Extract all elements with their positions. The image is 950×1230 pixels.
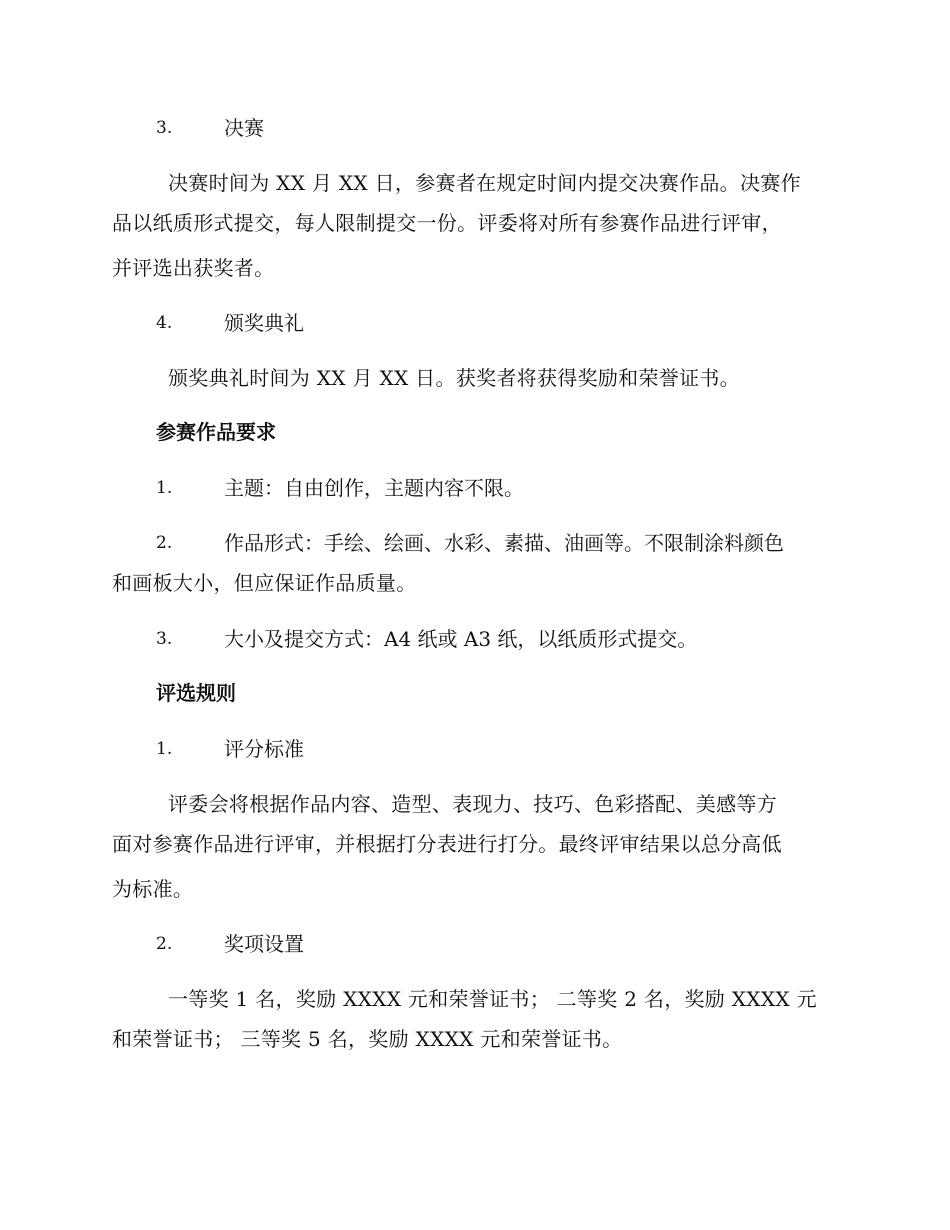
list-item-text: 大小及提交方式：A4 纸或 A3 纸，以纸质形式提交。 [224,627,698,651]
section-title-awards: 奖项设置 [224,932,304,956]
list-number: 2. [156,533,173,553]
paragraph-line: 和画板大小，但应保证作品质量。 [112,571,417,595]
section-title-final: 决赛 [224,116,264,140]
list-number: 4. [156,313,173,333]
section-heading-rules: 评选规则 [156,681,236,705]
list-number: 3. [156,629,173,649]
paragraph-line: 为标准。 [112,877,194,901]
list-number: 1. [156,739,173,759]
paragraph-line: 一等奖 1 名，奖励 XXXX 元和荣誉证书； 二等奖 2 名，奖励 XXXX 元 [168,987,817,1011]
list-item-text: 作品形式：手绘、绘画、水彩、素描、油画等。不限制涂料颜色 [224,531,784,555]
paragraph-line: 决赛时间为 XX 月 XX 日，参赛者在规定时间内提交决赛作品。决赛作 [168,171,801,195]
paragraph-line: 品以纸质形式提交，每人限制提交一份。评委将对所有参赛作品进行评审， [112,211,782,235]
paragraph-line: 和荣誉证书； 三等奖 5 名，奖励 XXXX 元和荣誉证书。 [112,1027,623,1051]
paragraph-line: 面对参赛作品进行评审，并根据打分表进行打分。最终评审结果以总分高低 [112,832,782,856]
paragraph-line: 并评选出获奖者。 [112,256,275,280]
section-title-ceremony: 颁奖典礼 [224,311,304,335]
section-title-criteria: 评分标准 [224,737,304,761]
section-heading-requirements: 参赛作品要求 [156,420,276,444]
list-number: 3. [156,118,173,138]
paragraph-line: 颁奖典礼时间为 XX 月 XX 日。获奖者将获得奖励和荣誉证书。 [168,366,740,390]
paragraph-line: 评委会将根据作品内容、造型、表现力、技巧、色彩搭配、美感等方 [168,792,777,816]
list-item-text: 主题：自由创作，主题内容不限。 [224,476,524,500]
list-number: 2. [156,934,173,954]
list-number: 1. [156,478,173,498]
